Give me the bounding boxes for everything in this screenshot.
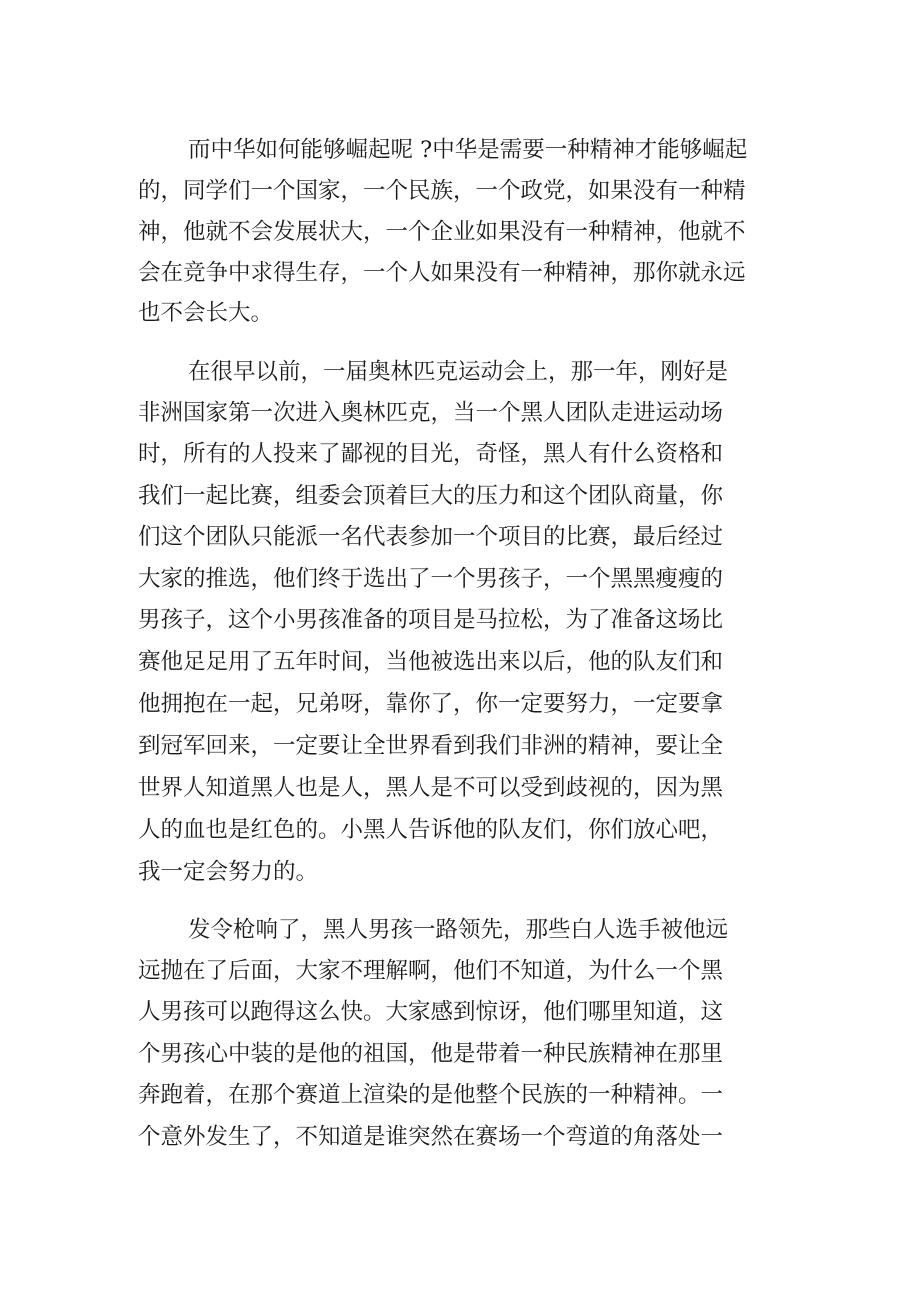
- text-line: 到冠军回来，一定要让全世界看到我们非洲的精神，要让全: [138, 733, 724, 759]
- text-line: 他拥抱在一起，兄弟呀，靠你了，你一定要努力，一定要拿: [138, 691, 724, 717]
- text-line: 而中华如何能够崛起呢 ?中华是需要一种精神才能够崛起: [188, 137, 748, 163]
- text-line: 人男孩可以跑得这么快。大家感到惊讶，他们哪里知道，这: [138, 999, 724, 1025]
- text-line: 时，所有的人投来了鄙视的目光，奇怪，黑人有什么资格和: [138, 441, 724, 467]
- text-line: 我一定会努力的。: [138, 859, 319, 885]
- text-line: 个意外发生了，不知道是谁突然在赛场一个弯道的角落处一: [138, 1124, 724, 1150]
- text-line: 在很早以前，一届奥林匹克运动会上，那一年，刚好是: [188, 359, 729, 385]
- text-line: 神，他就不会发展状大，一个企业如果没有一种精神，他就不: [138, 219, 746, 245]
- text-line: 非洲国家第一次进入奥林匹克，当一个黑人团队走进运动场: [138, 400, 724, 426]
- text-line: 远抛在了后面，大家不理解啊，他们不知道，为什么一个黑: [138, 958, 724, 984]
- text-line: 奔跑着，在那个赛道上渲染的是他整个民族的一种精神。一: [138, 1082, 724, 1108]
- text-line: 会在竞争中求得生存，一个人如果没有一种精神，那你就永远: [138, 260, 746, 286]
- text-line: 赛他足足用了五年时间，当他被选出来以后，他的队友们和: [138, 649, 724, 675]
- text-line: 的，同学们一个国家，一个民族，一个政党，如果没有一种精: [138, 178, 746, 204]
- text-line: 世界人知道黑人也是人，黑人是不可以受到歧视的，因为黑: [138, 775, 724, 801]
- text-line: 发令枪响了，黑人男孩一路领先，那些白人选手被他远: [188, 917, 729, 943]
- text-line: 们这个团队只能派一名代表参加一个项目的比赛，最后经过: [138, 524, 724, 550]
- text-line: 人的血也是红色的。小黑人告诉他的队友们，你们放心吧，: [138, 817, 724, 843]
- text-line: 个男孩心中装的是他的祖国，他是带着一种民族精神在那里: [138, 1041, 724, 1067]
- text-line: 也不会长大。: [138, 300, 274, 326]
- text-line: 我们一起比赛，组委会顶着巨大的压力和这个团队商量，你: [138, 483, 724, 509]
- text-line: 大家的推选，他们终于选出了一个男孩子，一个黑黑瘦瘦的: [138, 566, 724, 592]
- text-line: 男孩子，这个小男孩准备的项目是马拉松，为了准备这场比: [138, 607, 724, 633]
